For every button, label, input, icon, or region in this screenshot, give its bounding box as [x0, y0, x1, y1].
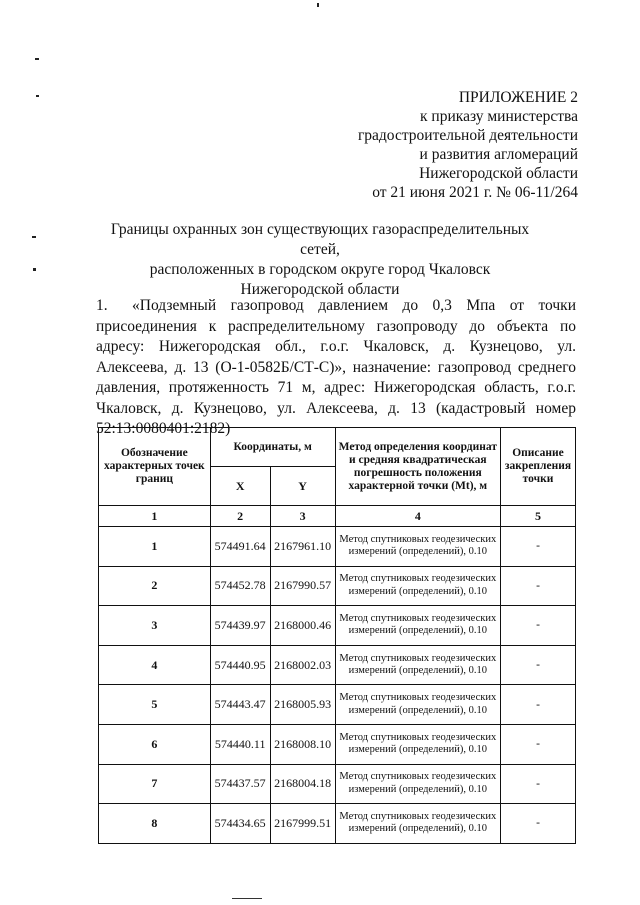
column-number: 2 [210, 506, 270, 527]
column-number: 1 [99, 506, 211, 527]
coord-y: 2168005.93 [270, 685, 335, 725]
header-line: градостроительной деятельности [357, 127, 578, 144]
point-id: 1 [99, 527, 211, 567]
point-id: 7 [99, 764, 211, 804]
coord-y: 2168000.46 [270, 606, 335, 646]
method-cell: Метод спутниковых геодезических измерений (определений), 0.10 [335, 645, 500, 685]
point-id: 5 [99, 685, 211, 725]
title-line: расположенных в городском округе город Чкаловск [149, 261, 491, 278]
scan-mark [32, 236, 36, 238]
method-cell: Метод спутниковых геодезических измерений (определений), 0.10 [335, 804, 500, 844]
scan-mark [35, 58, 39, 60]
header-point-designation: Обозначение характерных точек границ [99, 428, 211, 506]
description-cell: - [501, 566, 576, 606]
paragraph-text: «Подземный газопровод давлением до 0,3 Мпа от точки присоединения к распределительному газопроводу до объекта по адресу: Нижегородская обл., г.о.г. Чкаловск, д. Кузнецово, ул. Алексеева, д. 13 (О-1-0582Б/СТ-С)», назначение: газопровод среднего давления, протяженность 71 м, адрес: Нижегородская область, г.о.г. Чкаловск, д. Кузнецово, ул. Алексеева, д. 13 (кадастровый номер 52:13:0080401:2182) [96, 297, 576, 437]
column-number: 5 [501, 506, 576, 527]
description-cell: - [501, 764, 576, 804]
coord-y: 2168002.03 [270, 645, 335, 685]
table-row [99, 566, 576, 606]
coord-y: 2167999.51 [270, 804, 335, 844]
method-cell: Метод спутниковых геодезических измерений (определений), 0.10 [335, 685, 500, 725]
header-coordinates: Координаты, м [210, 428, 335, 467]
title-line: Границы охранных зон существующих газораспределительных сетей, [110, 221, 530, 258]
header-line: Нижегородской области [419, 165, 578, 182]
table-row [99, 804, 576, 844]
method-cell: Метод спутниковых геодезических измерений (определений), 0.10 [335, 764, 500, 804]
point-id: 6 [99, 724, 211, 764]
point-id: 3 [99, 606, 211, 646]
coord-x: 574491.64 [210, 527, 270, 567]
table-row [99, 606, 576, 646]
column-number: 4 [335, 506, 500, 527]
table-row [99, 724, 576, 764]
point-id: 4 [99, 645, 211, 685]
column-number: 3 [270, 506, 335, 527]
header-y: Y [270, 467, 335, 506]
paragraph-number: 1. [96, 297, 108, 314]
description-cell: - [501, 645, 576, 685]
order-date: от 21 июня 2021 г. № 06-11/264 [372, 184, 578, 201]
title-line: Нижегородской области [240, 281, 400, 298]
header-line: и развития агломераций [419, 146, 578, 163]
method-cell: Метод спутниковых геодезических измерений (определений), 0.10 [335, 566, 500, 606]
method-cell: Метод спутниковых геодезических измерений (определений), 0.10 [335, 527, 500, 567]
header-x: X [210, 467, 270, 506]
description-cell: - [501, 685, 576, 725]
method-cell: Метод спутниковых геодезических измерений (определений), 0.10 [335, 606, 500, 646]
coord-y: 2168008.10 [270, 724, 335, 764]
coord-x: 574443.47 [210, 685, 270, 725]
point-id: 2 [99, 566, 211, 606]
coord-x: 574439.97 [210, 606, 270, 646]
coord-x: 574440.95 [210, 645, 270, 685]
footer-divider [232, 898, 262, 899]
appendix-number: ПРИЛОЖЕНИЕ 2 [458, 89, 578, 106]
coord-y: 2167961.10 [270, 527, 335, 567]
header-method: Метод определения координат и средняя квадратическая погрешность положения характерной точки (Mt), м [335, 428, 500, 506]
point-id: 8 [99, 804, 211, 844]
coord-x: 574434.65 [210, 804, 270, 844]
coord-y: 2168004.18 [270, 764, 335, 804]
table-row [99, 527, 576, 567]
object-description [96, 296, 576, 440]
method-cell: Метод спутниковых геодезических измерений (определений), 0.10 [335, 724, 500, 764]
description-cell: - [501, 527, 576, 567]
header-description: Описание закрепления точки [501, 428, 576, 506]
header-line: к приказу министерства [420, 108, 578, 125]
table-row [99, 645, 576, 685]
coordinates-table [98, 427, 576, 844]
scan-mark [33, 268, 36, 271]
appendix-header [358, 88, 578, 202]
table-row [99, 685, 576, 725]
coord-x: 574440.11 [210, 724, 270, 764]
coord-x: 574437.57 [210, 764, 270, 804]
description-cell: - [501, 606, 576, 646]
description-cell: - [501, 724, 576, 764]
table-row [99, 764, 576, 804]
coord-y: 2167990.57 [270, 566, 335, 606]
scan-mark [36, 95, 39, 97]
scan-mark [317, 3, 319, 7]
document-title [95, 220, 545, 300]
description-cell: - [501, 804, 576, 844]
coord-x: 574452.78 [210, 566, 270, 606]
